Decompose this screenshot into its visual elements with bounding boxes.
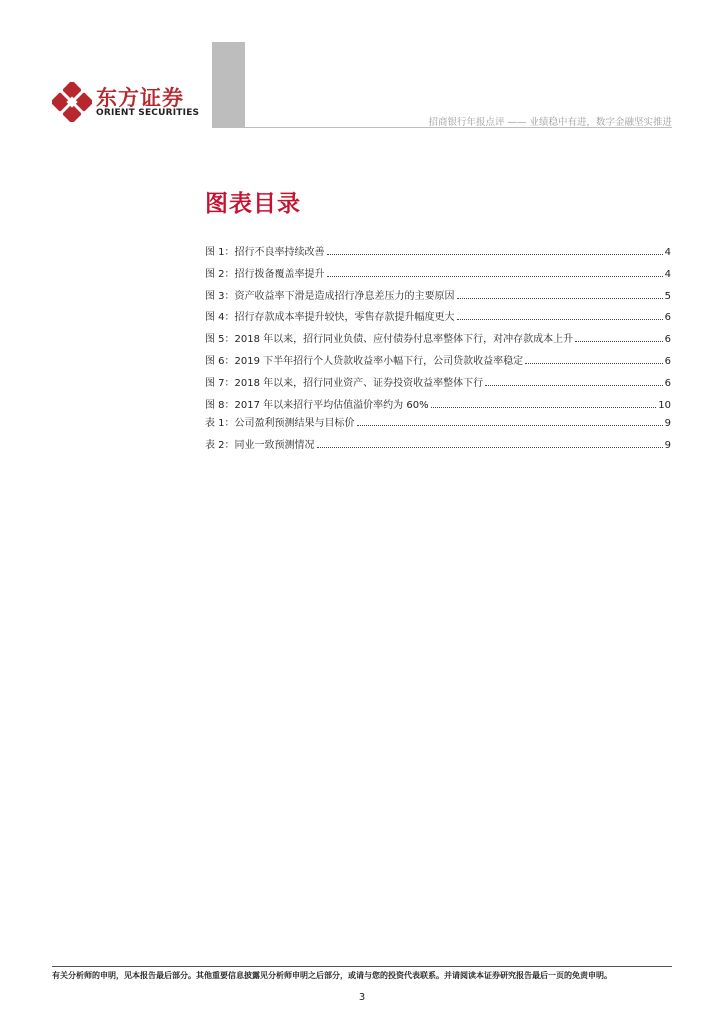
toc-entry-page: 10 [658,399,671,411]
dot-leader [327,268,663,277]
orient-securities-logo-mark [52,82,92,122]
toc-entry-figure-6[interactable] [205,352,671,374]
toc-entry-page: 9 [664,418,671,429]
toc-entry-page: 6 [664,334,671,346]
dot-leader [327,246,663,255]
dot-leader [431,399,657,408]
toc-entry-page: 6 [664,377,671,389]
dot-leader [457,311,663,320]
footer-divider [52,966,672,967]
toc-entry-label: 表 1：公司盈利预测结果与目标价 [205,418,355,429]
toc-entry-label: 表 2：同业一致预测情况 [205,439,315,451]
toc-entry-page: 9 [664,439,671,451]
figure-list [205,243,671,417]
report-caption: 招商银行年报点评 —— 业绩稳中有进，数字金融坚实推进 [428,117,672,128]
toc-entry-figure-5[interactable] [205,330,671,352]
toc-entry-label: 图 5：2018 年以来，招行同业负债、应付债券付息率整体下行，对冲存款成本上升 [205,334,574,346]
toc-entry-label: 图 4：招行存款成本率提升较快，零售存款提升幅度更大 [205,312,455,324]
toc-entry-page: 4 [664,268,671,280]
toc-entry-page: 6 [664,355,671,367]
dot-leader [357,417,663,426]
toc-entry-page: 5 [664,290,671,302]
dot-leader [525,355,662,364]
toc-entry-figure-3[interactable] [205,287,671,309]
toc-entry-table-2[interactable] [205,436,671,458]
toc-entry-label: 图 2：招行拨备覆盖率提升 [205,268,325,280]
header-decoration-block [212,42,245,127]
toc-entry-label: 图 7：2018 年以来，招行同业资产、证券投资收益率整体下行 [205,377,484,389]
toc-entry-label: 图 6：2019 下半年招行个人贷款收益率小幅下行，公司贷款收益率稳定 [205,355,524,367]
page-number: 3 [358,992,366,1003]
toc-entry-label: 图 8：2017 年以来招行平均估值溢价率约为 60% [205,399,429,411]
toc-title: 图表目录 [205,191,301,217]
dot-leader [317,439,663,448]
dot-leader [485,377,662,386]
toc-entry-page: 6 [664,312,671,324]
company-logo [52,82,202,122]
toc-entry-figure-7[interactable] [205,374,671,396]
logo-english-name: ORIENT SECURITIES [96,108,200,118]
toc-entry-table-1[interactable] [205,414,671,436]
toc-entry-figure-4[interactable] [205,308,671,330]
toc-entry-label: 图 3：资产收益率下滑是造成招行净息差压力的主要原因 [205,290,455,302]
toc-entry-figure-2[interactable] [205,265,671,287]
dot-leader [457,290,663,299]
dot-leader [575,333,662,342]
logo-chinese-name: 东方证券 [96,86,184,110]
toc-entry-page: 4 [664,247,671,258]
toc-entry-label: 图 1：招行不良率持续改善 [205,247,325,258]
toc-entry-figure-1[interactable] [205,243,671,265]
footer-disclaimer: 有关分析师的申明，见本报告最后部分。其他重要信息披露见分析师申明之后部分，或请与您的投资代表联系。并请阅读本证券研究报告最后一页的免责申明。 [52,971,612,980]
table-list [205,414,671,458]
